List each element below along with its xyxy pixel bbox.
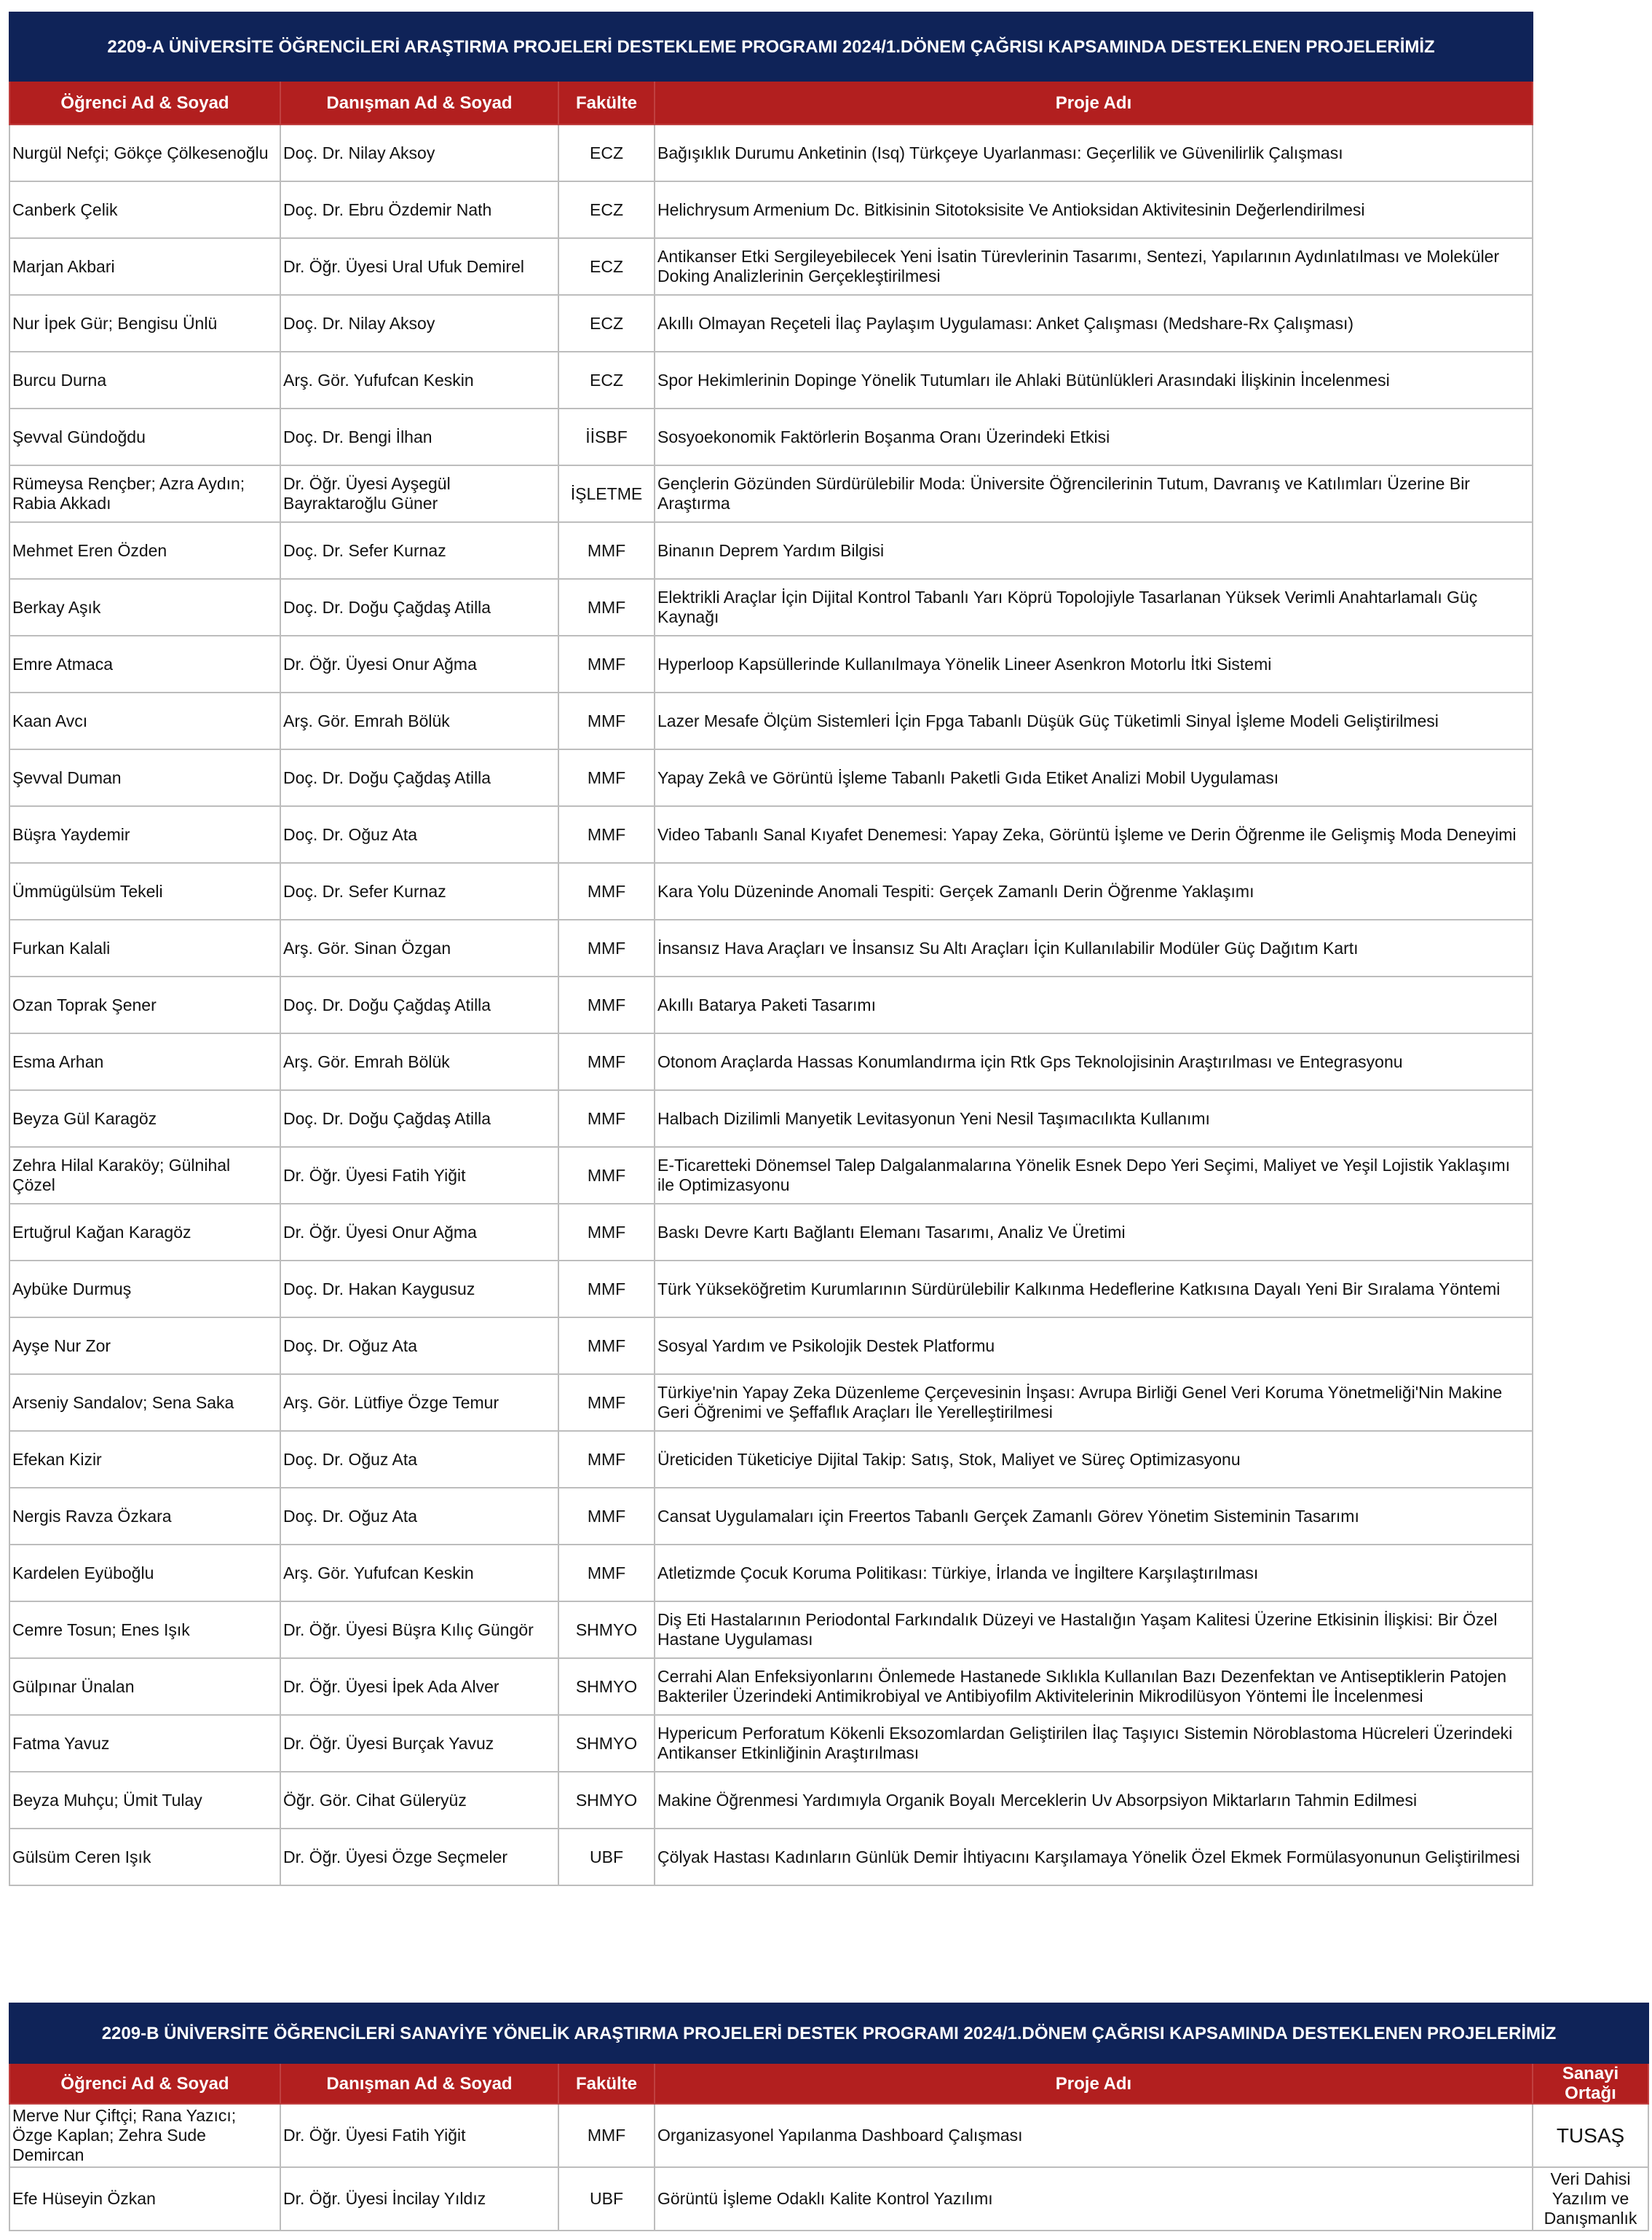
student-cell: Rümeysa Rençber; Azra Aydın; Rabia Akkadı — [9, 465, 280, 522]
header-advisor: Danışman Ad & Soyad — [280, 81, 558, 125]
student-cell: Şevval Duman — [9, 749, 280, 806]
faculty-cell: MMF — [558, 806, 655, 863]
advisor-cell: Doç. Dr. Bengi İlhan — [280, 409, 558, 465]
project-cell: Spor Hekimlerinin Dopinge Yönelik Tutumları ile Ahlaki Bütünlükleri Arasındaki İlişkinin İncelenmesi — [655, 352, 1533, 409]
advisor-cell: Arş. Gör. Lütfiye Özge Temur — [280, 1374, 558, 1431]
advisor-cell: Doç. Dr. Sefer Kurnaz — [280, 863, 558, 920]
faculty-cell: MMF — [558, 2104, 655, 2167]
faculty-cell: MMF — [558, 636, 655, 693]
student-cell: Burcu Durna — [9, 352, 280, 409]
faculty-cell: ECZ — [558, 295, 655, 352]
table-row — [9, 2104, 1648, 2167]
advisor-cell: Dr. Öğr. Üyesi Fatih Yiğit — [280, 2104, 558, 2167]
advisor-cell: Doç. Dr. Doğu Çağdaş Atilla — [280, 1090, 558, 1147]
table-row — [9, 1204, 1533, 1261]
project-cell: Elektrikli Araçlar İçin Dijital Kontrol Tabanlı Yarı Köprü Topolojiyle Tasarlanan Yüksek Verimli Anahtarlamalı Güç Kaynağı — [655, 579, 1533, 636]
student-cell: Gülsüm Ceren Işık — [9, 1829, 280, 1885]
advisor-cell: Doç. Dr. Sefer Kurnaz — [280, 522, 558, 579]
faculty-cell: SHMYO — [558, 1715, 655, 1772]
advisor-cell: Arş. Gör. Yufufcan Keskin — [280, 352, 558, 409]
project-cell: Türk Yükseköğretim Kurumlarının Sürdürülebilir Kalkınma Hedeflerine Katkısına Dayalı Yeni Bir Sıralama Yöntemi — [655, 1261, 1533, 1317]
advisor-cell: Doç. Dr. Doğu Çağdaş Atilla — [280, 749, 558, 806]
project-cell: Sosyoekonomik Faktörlerin Boşanma Oranı Üzerindeki Etkisi — [655, 409, 1533, 465]
project-cell: Üreticiden Tüketiciye Dijital Takip: Satış, Stok, Maliyet ve Süreç Optimizasyonu — [655, 1431, 1533, 1488]
advisor-cell: Doç. Dr. Nilay Aksoy — [280, 125, 558, 181]
student-cell: Ayşe Nur Zor — [9, 1317, 280, 1374]
advisor-cell: Doç. Dr. Hakan Kaygusuz — [280, 1261, 558, 1317]
faculty-cell: MMF — [558, 749, 655, 806]
advisor-cell: Doç. Dr. Oğuz Ata — [280, 806, 558, 863]
faculty-cell: MMF — [558, 920, 655, 977]
faculty-cell: MMF — [558, 1147, 655, 1204]
project-cell: Yapay Zekâ ve Görüntü İşleme Tabanlı Paketli Gıda Etiket Analizi Mobil Uygulaması — [655, 749, 1533, 806]
student-cell: Kardelen Eyüboğlu — [9, 1545, 280, 1601]
table-row — [9, 352, 1533, 409]
project-cell: Diş Eti Hastalarının Periodontal Farkındalık Düzeyi ve Hastalığın Yaşam Kalitesi Üzerine Etkisinin İlişkisi: Bir Özel Hastane Uygulaması — [655, 1601, 1533, 1658]
project-cell: E-Ticaretteki Dönemsel Talep Dalgalanmalarına Yönelik Esnek Depo Yeri Seçimi, Maliyet ve Yeşil Lojistik Yaklaşımı ile Optimizasyonu — [655, 1147, 1533, 1204]
project-cell: Hyperloop Kapsüllerinde Kullanılmaya Yönelik Lineer Asenkron Motorlu İtki Sistemi — [655, 636, 1533, 693]
table-row — [9, 238, 1533, 295]
faculty-cell: MMF — [558, 1090, 655, 1147]
project-cell: Binanın Deprem Yardım Bilgisi — [655, 522, 1533, 579]
faculty-cell: İŞLETME — [558, 465, 655, 522]
faculty-cell: İİSBF — [558, 409, 655, 465]
project-cell: Cerrahi Alan Enfeksiyonlarını Önlemede Hastanede Sıklıkla Kullanılan Bazı Dezenfektan ve Antiseptiklerin Patojen Bakteriler Üzerindeki Antimikrobiyal ve Antibiyofilm Aktivitelerinin Mikrodilüsyon Yöntemi İle İncelenmesi — [655, 1658, 1533, 1715]
advisor-cell: Dr. Öğr. Üyesi Burçak Yavuz — [280, 1715, 558, 1772]
table-row — [9, 920, 1533, 977]
table-row — [9, 977, 1533, 1033]
student-cell: Ertuğrul Kağan Karagöz — [9, 1204, 280, 1261]
table-row — [9, 1488, 1533, 1545]
advisor-cell: Doç. Dr. Oğuz Ata — [280, 1488, 558, 1545]
table-row — [9, 1261, 1533, 1317]
advisor-cell: Dr. Öğr. Üyesi Ural Ufuk Demirel — [280, 238, 558, 295]
header-industry-partner: Sanayi Ortağı — [1533, 2063, 1648, 2104]
table-row — [9, 1147, 1533, 1204]
table-row — [9, 522, 1533, 579]
student-cell: Zehra Hilal Karaköy; Gülnihal Çözel — [9, 1147, 280, 1204]
faculty-cell: MMF — [558, 977, 655, 1033]
faculty-cell: MMF — [558, 1374, 655, 1431]
project-cell: Sosyal Yardım ve Psikolojik Destek Platformu — [655, 1317, 1533, 1374]
advisor-cell: Öğr. Gör. Cihat Güleryüz — [280, 1772, 558, 1829]
faculty-cell: ECZ — [558, 181, 655, 238]
table-row — [9, 806, 1533, 863]
advisor-cell: Arş. Gör. Emrah Bölük — [280, 693, 558, 749]
faculty-cell: MMF — [558, 522, 655, 579]
project-cell: Otonom Araçlarda Hassas Konumlandırma için Rtk Gps Teknolojisinin Araştırılması ve Entegrasyonu — [655, 1033, 1533, 1090]
advisor-cell: Dr. Öğr. Üyesi Onur Ağma — [280, 636, 558, 693]
table-row — [9, 636, 1533, 693]
table-row — [9, 125, 1533, 181]
faculty-cell: ECZ — [558, 352, 655, 409]
project-cell: Görüntü İşleme Odaklı Kalite Kontrol Yazılımı — [655, 2167, 1533, 2231]
project-cell: İnsansız Hava Araçları ve İnsansız Su Altı Araçları İçin Kullanılabilir Modüler Güç Dağıtım Kartı — [655, 920, 1533, 977]
header-faculty: Fakülte — [558, 81, 655, 125]
table-row — [9, 579, 1533, 636]
faculty-cell: UBF — [558, 1829, 655, 1885]
student-cell: Arseniy Sandalov; Sena Saka — [9, 1374, 280, 1431]
student-cell: Nergis Ravza Özkara — [9, 1488, 280, 1545]
student-cell: Ozan Toprak Şener — [9, 977, 280, 1033]
faculty-cell: MMF — [558, 1488, 655, 1545]
table-row — [9, 1431, 1533, 1488]
table-row — [9, 1658, 1533, 1715]
table-row — [9, 693, 1533, 749]
faculty-cell: ECZ — [558, 125, 655, 181]
faculty-cell: MMF — [558, 693, 655, 749]
advisor-cell: Dr. Öğr. Üyesi Fatih Yiğit — [280, 1147, 558, 1204]
project-cell: Hypericum Perforatum Kökenli Eksozomlardan Geliştirilen İlaç Taşıyıcı Sistemin Nöroblastoma Hücreleri Üzerindeki Antikanser Etkinliğinin Araştırılması — [655, 1715, 1533, 1772]
advisor-cell: Dr. Öğr. Üyesi İpek Ada Alver — [280, 1658, 558, 1715]
header-student: Öğrenci Ad & Soyad — [9, 81, 280, 125]
student-cell: Furkan Kalali — [9, 920, 280, 977]
project-cell: Cansat Uygulamaları için Freertos Tabanlı Gerçek Zamanlı Görev Yönetim Sisteminin Tasarımı — [655, 1488, 1533, 1545]
student-cell: Berkay Aşık — [9, 579, 280, 636]
advisor-cell: Dr. Öğr. Üyesi Özge Seçmeler — [280, 1829, 558, 1885]
project-cell: Video Tabanlı Sanal Kıyafet Denemesi: Yapay Zeka, Görüntü İşleme ve Derin Öğrenme ile Gelişmiş Moda Deneyimi — [655, 806, 1533, 863]
project-cell: Halbach Dizilimli Manyetik Levitasyonun Yeni Nesil Taşımacılıkta Kullanımı — [655, 1090, 1533, 1147]
student-cell: Cemre Tosun; Enes Işık — [9, 1601, 280, 1658]
student-cell: Emre Atmaca — [9, 636, 280, 693]
student-cell: Nurgül Nefçi; Gökçe Çölkesenoğlu — [9, 125, 280, 181]
table-row — [9, 1033, 1533, 1090]
table-row — [9, 181, 1533, 238]
section-b-title: 2209-B ÜNİVERSİTE ÖĞRENCİLERİ SANAYİYE YÖNELİK ARAŞTIRMA PROJELERİ DESTEK PROGRAMI 2024/1.DÖNEM ÇAĞRISI KAPSAMINDA DESTEKLENEN PROJELERİMİZ — [9, 2003, 1648, 2063]
student-cell: Beyza Gül Karagöz — [9, 1090, 280, 1147]
table-row — [9, 1090, 1533, 1147]
header-student: Öğrenci Ad & Soyad — [9, 2063, 280, 2104]
project-cell: Akıllı Batarya Paketi Tasarımı — [655, 977, 1533, 1033]
faculty-cell: SHMYO — [558, 1658, 655, 1715]
student-cell: Canberk Çelik — [9, 181, 280, 238]
advisor-cell: Doç. Dr. Oğuz Ata — [280, 1431, 558, 1488]
table-row — [9, 749, 1533, 806]
project-cell: Türkiye'nin Yapay Zeka Düzenleme Çerçevesinin İnşası: Avrupa Birliği Genel Veri Koruma Yönetmeliği'Nin Makine Geri Öğrenimi ve Şeffaflık Araçları İle Yerelleştirilmesi — [655, 1374, 1533, 1431]
project-cell: Lazer Mesafe Ölçüm Sistemleri İçin Fpga Tabanlı Düşük Güç Tüketimli Sinyal İşleme Modeli Geliştirilmesi — [655, 693, 1533, 749]
faculty-cell: MMF — [558, 579, 655, 636]
faculty-cell: MMF — [558, 863, 655, 920]
faculty-cell: SHMYO — [558, 1772, 655, 1829]
table-row — [9, 1317, 1533, 1374]
table-row — [9, 1545, 1533, 1601]
advisor-cell: Arş. Gör. Emrah Bölük — [280, 1033, 558, 1090]
advisor-cell: Doç. Dr. Doğu Çağdaş Atilla — [280, 579, 558, 636]
project-cell: Kara Yolu Düzeninde Anomali Tespiti: Gerçek Zamanlı Derin Öğrenme Yaklaşımı — [655, 863, 1533, 920]
advisor-cell: Dr. Öğr. Üyesi Onur Ağma — [280, 1204, 558, 1261]
student-cell: Büşra Yaydemir — [9, 806, 280, 863]
table-row — [9, 1715, 1533, 1772]
project-cell: Atletizmde Çocuk Koruma Politikası: Türkiye, İrlanda ve İngiltere Karşılaştırılması — [655, 1545, 1533, 1601]
advisor-cell: Dr. Öğr. Üyesi Ayşegül Bayraktaroğlu Güner — [280, 465, 558, 522]
advisor-cell: Doç. Dr. Nilay Aksoy — [280, 295, 558, 352]
student-cell: Beyza Muhçu; Ümit Tulay — [9, 1772, 280, 1829]
header-project: Proje Adı — [655, 81, 1533, 125]
project-cell: Makine Öğrenmesi Yardımıyla Organik Boyalı Merceklerin Uv Absorpsiyon Miktarların Tahmin Edilmesi — [655, 1772, 1533, 1829]
header-project: Proje Adı — [655, 2063, 1533, 2104]
section-a-title: 2209-A ÜNİVERSİTE ÖĞRENCİLERİ ARAŞTIRMA PROJELERİ DESTEKLEME PROGRAMI 2024/1.DÖNEM ÇAĞRISI KAPSAMINDA DESTEKLENEN PROJELERİMİZ — [9, 12, 1533, 81]
table-2209b-body — [9, 2104, 1648, 2231]
student-cell: Nur İpek Gür; Bengisu Ünlü — [9, 295, 280, 352]
faculty-cell: ECZ — [558, 238, 655, 295]
student-cell: Şevval Gündoğdu — [9, 409, 280, 465]
student-cell: Efe Hüseyin Özkan — [9, 2167, 280, 2231]
project-cell: Baskı Devre Kartı Bağlantı Elemanı Tasarımı, Analiz Ve Üretimi — [655, 1204, 1533, 1261]
student-cell: Ümmügülsüm Tekeli — [9, 863, 280, 920]
faculty-cell: MMF — [558, 1204, 655, 1261]
project-cell: Organizasyonel Yapılanma Dashboard Çalışması — [655, 2104, 1533, 2167]
student-cell: Fatma Yavuz — [9, 1715, 280, 1772]
project-cell: Antikanser Etki Sergileyebilecek Yeni İsatin Türevlerinin Tasarımı, Sentezi, Yapılarının Aydınlatılması ve Moleküler Doking Analizlerinin Gerçekleştirilmesi — [655, 238, 1533, 295]
student-cell: Mehmet Eren Özden — [9, 522, 280, 579]
table-2209b — [9, 2003, 1649, 2231]
student-cell: Aybüke Durmuş — [9, 1261, 280, 1317]
student-cell: Merve Nur Çiftçi; Rana Yazıcı; Özge Kaplan; Zehra Sude Demircan — [9, 2104, 280, 2167]
student-cell: Marjan Akbari — [9, 238, 280, 295]
table-row — [9, 1601, 1533, 1658]
table-row — [9, 1374, 1533, 1431]
advisor-cell: Doç. Dr. Doğu Çağdaş Atilla — [280, 977, 558, 1033]
project-cell: Helichrysum Armenium Dc. Bitkisinin Sitotoksisite Ve Antioksidan Aktivitesinin Değerlendirilmesi — [655, 181, 1533, 238]
table-row — [9, 2167, 1648, 2231]
faculty-cell: SHMYO — [558, 1601, 655, 1658]
table-2209a-body — [9, 125, 1533, 1885]
header-faculty: Fakülte — [558, 2063, 655, 2104]
table-row — [9, 465, 1533, 522]
table-row — [9, 1829, 1533, 1885]
project-cell: Gençlerin Gözünden Sürdürülebilir Moda: Üniversite Öğrencilerinin Tutum, Davranış ve Katılımları Üzerine Bir Araştırma — [655, 465, 1533, 522]
advisor-cell: Arş. Gör. Yufufcan Keskin — [280, 1545, 558, 1601]
faculty-cell: MMF — [558, 1261, 655, 1317]
advisor-cell: Dr. Öğr. Üyesi Büşra Kılıç Güngör — [280, 1601, 558, 1658]
advisor-cell: Arş. Gör. Sinan Özgan — [280, 920, 558, 977]
student-cell: Esma Arhan — [9, 1033, 280, 1090]
faculty-cell: MMF — [558, 1431, 655, 1488]
faculty-cell: MMF — [558, 1033, 655, 1090]
table-row — [9, 295, 1533, 352]
table-row — [9, 409, 1533, 465]
student-cell: Efekan Kizir — [9, 1431, 280, 1488]
faculty-cell: MMF — [558, 1317, 655, 1374]
advisor-cell: Doç. Dr. Ebru Özdemir Nath — [280, 181, 558, 238]
table-row — [9, 863, 1533, 920]
table-2209a — [9, 12, 1533, 1886]
student-cell: Kaan Avcı — [9, 693, 280, 749]
header-advisor: Danışman Ad & Soyad — [280, 2063, 558, 2104]
project-cell: Çölyak Hastası Kadınların Günlük Demir İhtiyacını Karşılamaya Yönelik Özel Ekmek Formülasyonunun Geliştirilmesi — [655, 1829, 1533, 1885]
partner-cell: TUSAŞ — [1533, 2104, 1648, 2167]
project-cell: Akıllı Olmayan Reçeteli İlaç Paylaşım Uygulaması: Anket Çalışması (Medshare-Rx Çalışması) — [655, 295, 1533, 352]
faculty-cell: UBF — [558, 2167, 655, 2231]
faculty-cell: MMF — [558, 1545, 655, 1601]
advisor-cell: Dr. Öğr. Üyesi İncilay Yıldız — [280, 2167, 558, 2231]
table-row — [9, 1772, 1533, 1829]
project-cell: Bağışıklık Durumu Anketinin (Isq) Türkçeye Uyarlanması: Geçerlilik ve Güvenilirlik Çalışması — [655, 125, 1533, 181]
student-cell: Gülpınar Ünalan — [9, 1658, 280, 1715]
advisor-cell: Doç. Dr. Oğuz Ata — [280, 1317, 558, 1374]
partner-cell: Veri Dahisi Yazılım ve Danışmanlık — [1533, 2167, 1648, 2231]
